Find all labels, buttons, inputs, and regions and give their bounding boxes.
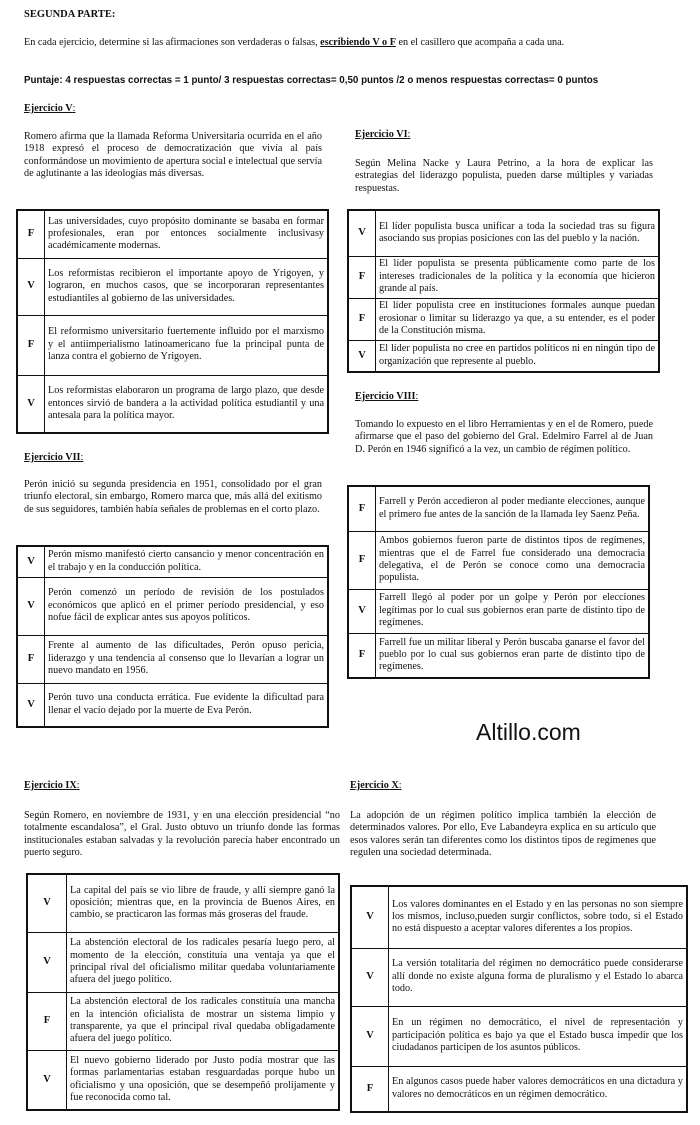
statement-text: Frente al aumento de las dificultades, Perón opuso pericia, liderazgo y una tendencia al consenso que lo llevarían a lograr un nuevo mandato en 1956. (45, 635, 329, 683)
exercise-title: Ejercicio VIII: (355, 391, 419, 402)
answer-cell[interactable]: F (348, 256, 376, 298)
statement-row (351, 1066, 687, 1112)
answer-cell[interactable]: F (17, 210, 45, 258)
statement-row (17, 683, 328, 727)
statement-text: Los reformistas elaboraron un programa de largo plazo, que desde entonces sirvió de bandera a la actividad política estudiantil y una antesala para la política mayor. (45, 375, 329, 433)
exercise-table-5 (16, 209, 329, 434)
answer-cell[interactable]: F (17, 635, 45, 683)
answer-cell[interactable]: F (348, 531, 376, 589)
statement-row (27, 992, 339, 1050)
answer-cell[interactable]: V (27, 874, 67, 932)
statement-text: La abstención electoral de los radicales pesaría luego pero, al momento de la elección, constituía una ventaja ya que el principal rival del oficialismo militar quedaba voluntariamente afuera del juego político. (67, 932, 340, 992)
answer-cell[interactable]: V (17, 375, 45, 433)
statement-text: El líder populista busca unificar a toda la sociedad tras su figura asociando sus propias posiciones con las del pueblo y la nación. (376, 210, 660, 256)
statement-text: Los reformistas recibieron el importante apoyo de Yrigoyen, y lograron, en muchos casos, que se incorporaran representantes estudiantiles al gobierno de las universidades. (45, 258, 329, 315)
answer-cell[interactable]: F (27, 992, 67, 1050)
statement-text: La capital del país se vio libre de fraude, y allí siempre ganó la oposición; mientras que, en la provincia de Buenos Aires, en cambio, se practicaron las formas más groseras del fraude. (67, 874, 340, 932)
statement-text: El líder populista cree en instituciones formales aunque puedan erosionar o limitar su liderazgo ya que, a su entender, es el poder de la Constitución misma. (376, 298, 660, 340)
statement-row (27, 1050, 339, 1110)
exercise-table-6 (347, 209, 660, 373)
exercise-intro: Tomando lo expuesto en el libro Herramientas y en el de Romero, puede afirmarse que el paso del gobierno del Gral. Edelmiro Farrel al de Juan D. Perón en 1946 significó a la vez, un cambio de régimen político. (355, 419, 653, 455)
statement-row (17, 577, 328, 635)
answer-cell[interactable]: F (17, 315, 45, 375)
statement-row (17, 546, 328, 577)
statement-text: En un régimen no democrático, el nivel de representación y participación política es bajo ya que el Estado busca impedir que los ciudadanos participen de los asuntos públicos. (389, 1006, 688, 1066)
site-logo: Altillo.com (476, 719, 581, 745)
statement-row (351, 948, 687, 1006)
exercise-title: Ejercicio V: (24, 103, 76, 114)
statement-text: Perón comenzó un período de revisión de los postulados económicos que aplicó en el primer período presidencial, y eso nofue fácil de explicar antes sus apoyos políticos. (45, 577, 329, 635)
statement-text: Los valores dominantes en el Estado y en las personas no son siempre los mismos, incluso,pueden surgir conflictos, sobre todo, si el Estado no está dispuesto a aceptar valores diferentes a los propios. (389, 886, 688, 948)
exercise-table-8 (347, 485, 650, 679)
exercise-table-7 (16, 545, 329, 728)
exercise-table-10 (350, 885, 688, 1113)
answer-cell[interactable]: F (351, 1066, 389, 1112)
statement-text: La versión totalitaria del régimen no democrático puede considerarse allí donde no existe alguna forma de pluralismo y el Estado lo abarca todo. (389, 948, 688, 1006)
scoring-rules: Puntaje: 4 respuestas correctas = 1 punto/ 3 respuestas correctas= 0,50 puntos /2 o menos respuestas correctas= 0 puntos (24, 75, 599, 86)
answer-cell[interactable]: F (348, 633, 376, 678)
statement-text: Las universidades, cuyo propósito dominante se basaba en formar profesionales, eran por entonces socialmente inclusivasy académicamente modernas. (45, 210, 329, 258)
statement-row (17, 375, 328, 433)
exercise-title: Ejercicio IX: (24, 780, 80, 791)
exercise-title: Ejercicio VII: (24, 452, 84, 463)
instructions: En cada ejercicio, determine si las afirmaciones son verdaderas o falsas, escribiendo V o F en el casillero que acompaña a cada una. (24, 37, 565, 48)
statement-text: En algunos casos puede haber valores democráticos en una dictadura y valores no democráticos en un régimen democrático. (389, 1066, 688, 1112)
statement-row (348, 589, 649, 633)
statement-row (351, 886, 687, 948)
statement-row (17, 210, 328, 258)
statement-row (351, 1006, 687, 1066)
answer-cell[interactable]: V (351, 948, 389, 1006)
statement-row (348, 531, 649, 589)
statement-row (348, 633, 649, 678)
answer-cell[interactable]: V (348, 210, 376, 256)
answer-cell[interactable]: V (17, 546, 45, 577)
answer-cell[interactable]: F (348, 298, 376, 340)
statement-text: La abstención electoral de los radicales constituía una mancha en la intención oficialista de mostrar un sistema limpio y transparente, ya que el principal rival quedaba obligadamente afuera del juego político. (67, 992, 340, 1050)
exercise-intro: Según Melina Nacke y Laura Petrino, a la hora de explicar las estrategias del liderazgo populista, pueden darse múltiples y variadas respuestas. (355, 158, 653, 194)
statement-row (27, 932, 339, 992)
answer-cell[interactable]: V (17, 258, 45, 315)
statement-row (348, 256, 659, 298)
exercise-intro: Romero afirma que la llamada Reforma Universitaria ocurrida en el año 1918 expresó el proceso de democratización que vivía al país conformándose un movimiento de apertura social e intelectual que servía de aglutinante a las ideologías más diversas. (24, 131, 322, 180)
statement-row (17, 258, 328, 315)
statement-row (27, 874, 339, 932)
statement-text: Farrell fue un militar liberal y Perón buscaba ganarse el favor del pueblo por lo cual sus gobiernos eran parte de distinto tipo de regímenes. (376, 633, 650, 678)
statement-text: El líder populista no cree en partidos políticos ni en ningún tipo de organización que represente al pueblo. (376, 340, 660, 372)
answer-cell[interactable]: V (27, 932, 67, 992)
statement-text: El nuevo gobierno liderado por Justo podía mostrar que las formas parlamentarias estaban resguardadas porque hubo un oficialismo y una oposición, que se desempeñó prolijamente y fue reconocida como tal. (67, 1050, 340, 1110)
answer-cell[interactable]: V (27, 1050, 67, 1110)
statement-text: El líder populista se presenta públicamente como parte de los intereses tradicionales de la política y la economía que hicieron grande al país. (376, 256, 660, 298)
statement-row (348, 210, 659, 256)
answer-cell[interactable]: V (348, 589, 376, 633)
exercise-title: Ejercicio X: (350, 780, 402, 791)
statement-row (348, 486, 649, 531)
answer-cell[interactable]: V (17, 683, 45, 727)
statement-text: Perón tuvo una conducta errática. Fue evidente la dificultad para llenar el vacío dejado por la muerte de Eva Perón. (45, 683, 329, 727)
statement-text: El reformismo universitario fuertemente influido por el marxismo y el antiimperialismo latinoamericano fue la principal punta de lanza contra el gobierno de Yrigoyen. (45, 315, 329, 375)
statement-row (348, 298, 659, 340)
answer-cell[interactable]: V (348, 340, 376, 372)
exercise-intro: Perón inició su segunda presidencia en 1951, consolidado por el gran triunfo electoral, sin embargo, Romero marca que, más allá del exitismo de sus seguidores, también había señales de problemas en el corto plazo. (24, 479, 322, 515)
exercise-intro: Según Romero, en noviembre de 1931, y en una elección presidencial “no totalmente escandalosa”, el Gral. Justo obtuvo un triunfo donde las formas institucionales estaban salvadas y la revolución parecía haber encontrado un puerto seguro. (24, 810, 340, 859)
section-title: SEGUNDA PARTE: (24, 9, 116, 20)
statement-text: Farrell llegó al poder por un golpe y Perón por elecciones legítimas por lo cual sus gobiernos eran parte de distinto tipo de regímenes. (376, 589, 650, 633)
answer-cell[interactable]: V (351, 886, 389, 948)
statement-row (17, 315, 328, 375)
answer-cell[interactable]: V (17, 577, 45, 635)
exercise-table-9 (26, 873, 340, 1111)
statement-row (348, 340, 659, 372)
exercise-intro: La adopción de un régimen político implica también la elección de determinados valores. Por ello, Eve Labandeyra explica en su artículo que esos valores serán tan diferentes como los distintos tipos de regímenes que regulen una sociedad determinada. (350, 810, 656, 859)
answer-cell[interactable]: V (351, 1006, 389, 1066)
exercise-title: Ejercicio VI: (355, 129, 411, 140)
statement-text: Farrell y Perón accedieron al poder mediante elecciones, aunque el primero fue antes de la sanción de la llamada ley Saenz Peña. (376, 486, 650, 531)
statement-row (17, 635, 328, 683)
statement-text: Perón mismo manifestó cierto cansancio y menor concentración en el trabajo y en la conducción política. (45, 546, 329, 577)
answer-cell[interactable]: F (348, 486, 376, 531)
statement-text: Ambos gobiernos fueron parte de distintos tipos de regímenes, mientras que el de Farrel fue considerado una democracia delegativa, el de Perón se conoce como una democracia populista. (376, 531, 650, 589)
